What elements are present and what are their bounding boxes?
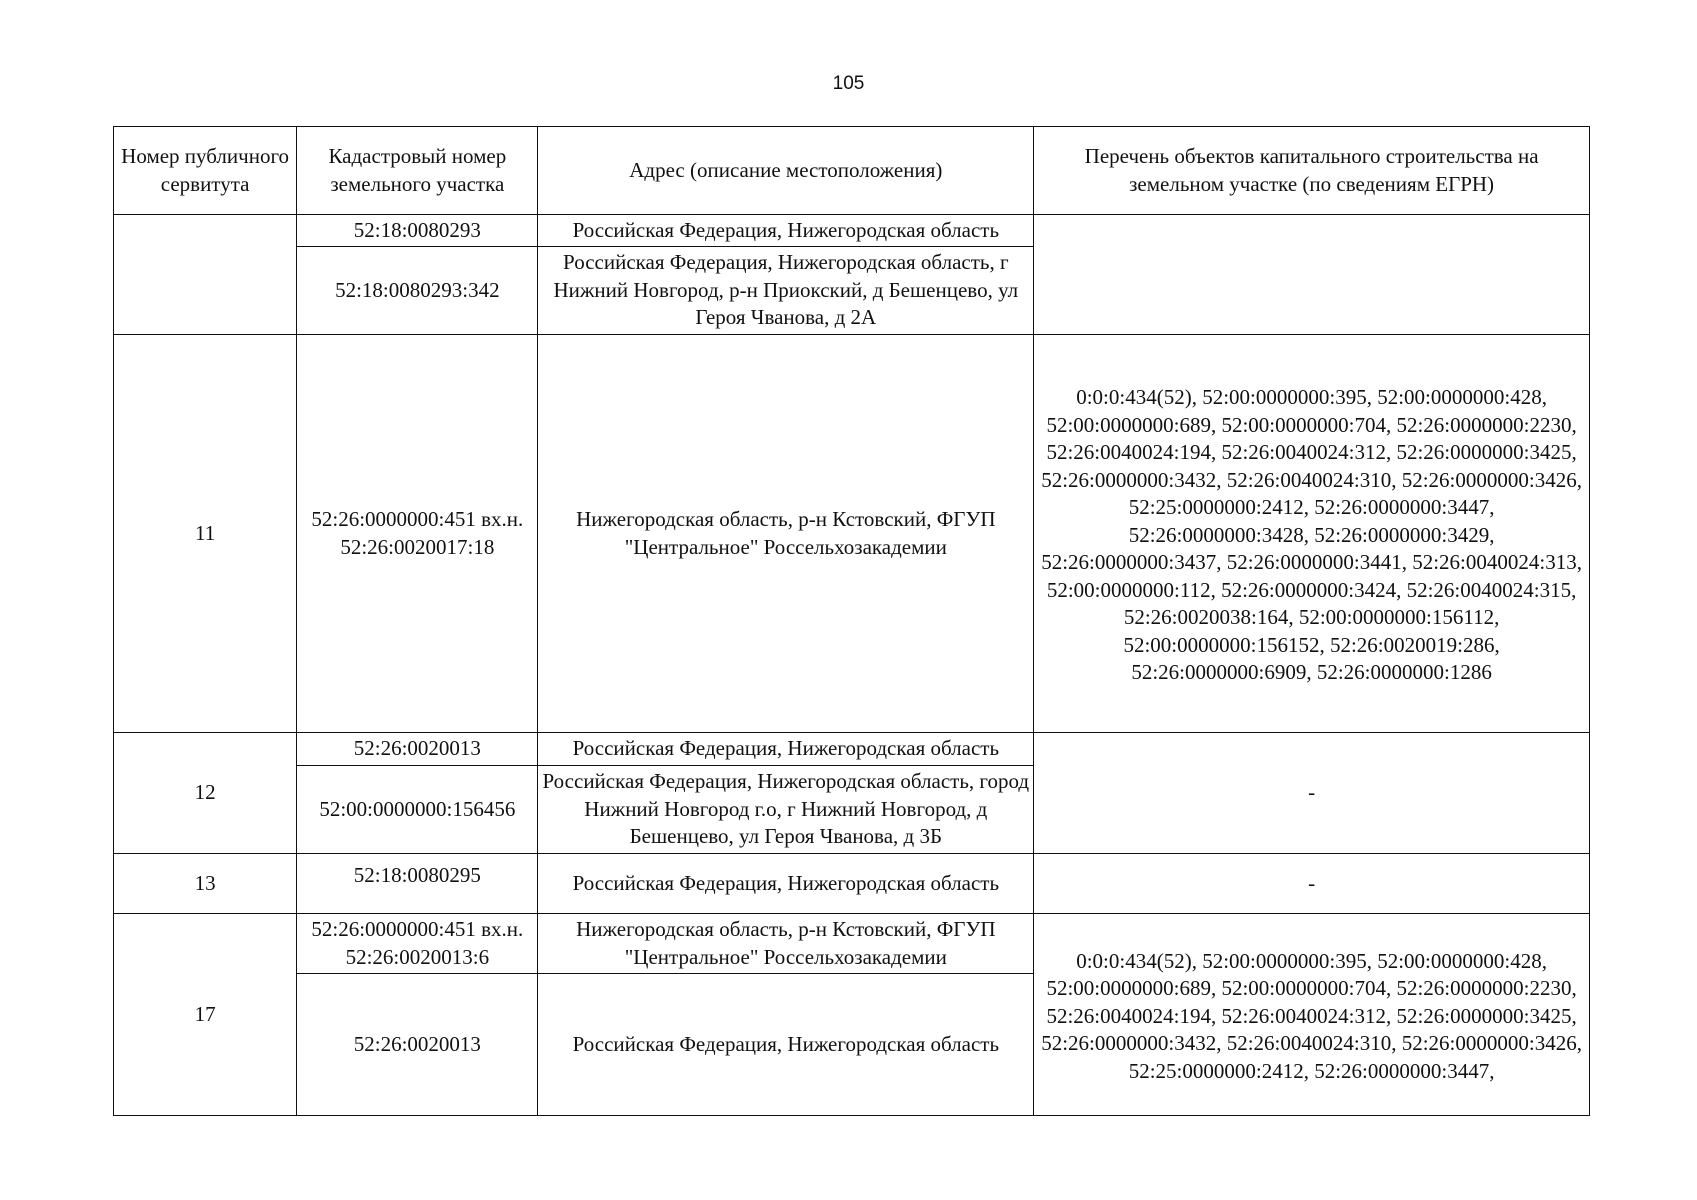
table-row bbox=[114, 215, 1590, 247]
header-objects-list: Перечень объектов капитального строительства на земельном участке (по сведениям ЕГРН) bbox=[1034, 127, 1590, 215]
cadastral-number-cell: 52:18:0080295 bbox=[297, 854, 538, 914]
objects-list-cell bbox=[1034, 215, 1590, 335]
servitude-number-cell bbox=[114, 215, 297, 335]
address-cell: Российская Федерация, Нижегородская область bbox=[538, 974, 1034, 1116]
header-servitude-number: Номер публичного сервитута bbox=[114, 127, 297, 215]
objects-list-cell: - bbox=[1034, 733, 1590, 854]
cadastral-number-cell: 52:26:0020013 bbox=[297, 733, 538, 766]
cadastral-number-cell: 52:18:0080293:342 bbox=[297, 247, 538, 335]
table-row bbox=[114, 854, 1590, 914]
table-row bbox=[114, 914, 1590, 974]
table-row bbox=[114, 335, 1590, 733]
header-address: Адрес (описание местоположения) bbox=[538, 127, 1034, 215]
address-cell: Российская Федерация, Нижегородская область bbox=[538, 854, 1034, 914]
objects-list-cell: 0:0:0:434(52), 52:00:0000000:395, 52:00:0000000:428, 52:00:0000000:689, 52:00:0000000:704, 52:26:0000000:2230, 52:26:0040024:194, 52:26:0040024:312, 52:26:0000000:3425, 52:26:0000000:3432, 52:26:0040024:310, 52:26:0000000:3426, 52:25:0000000:2412, 52:26:0000000:3447, 52:26:0000000:3428, 52:26:0000000:3429, 52:26:0000000:3437, 52:26:0000000:3441, 52:26:0040024:313, 52:00:0000000:112, 52:26:0000000:3424, 52:26:0040024:315, 52:26:0020038:164, 52:00:0000000:156112, 52:00:0000000:156152, 52:26:0020019:286, 52:26:0000000:6909, 52:26:0000000:1286 bbox=[1034, 335, 1590, 733]
address-cell: Нижегородская область, р-н Кстовский, ФГУП "Центральное" Россельхозакадемии bbox=[538, 914, 1034, 974]
address-cell: Нижегородская область, р-н Кстовский, ФГУП "Центральное" Россельхозакадемии bbox=[538, 335, 1034, 733]
cadastral-number-cell: 52:00:0000000:156456 bbox=[297, 766, 538, 854]
address-cell: Российская Федерация, Нижегородская область, г Нижний Новгород, р-н Приокский, д Бешенцево, ул Героя Чванова, д 2А bbox=[538, 247, 1034, 335]
objects-list-cell: 0:0:0:434(52), 52:00:0000000:395, 52:00:0000000:428, 52:00:0000000:689, 52:00:0000000:704, 52:26:0000000:2230, 52:26:0040024:194, 52:26:0040024:312, 52:26:0000000:3425, 52:26:0000000:3432, 52:26:0040024:310, 52:26:0000000:3426, 52:25:0000000:2412, 52:26:0000000:3447, bbox=[1034, 914, 1590, 1116]
objects-list-cell: - bbox=[1034, 854, 1590, 914]
cadastral-number-cell: 52:26:0000000:451 вх.н. 52:26:0020013:6 bbox=[297, 914, 538, 974]
cadastral-number-cell: 52:26:0020013 bbox=[297, 974, 538, 1116]
address-cell: Российская Федерация, Нижегородская область bbox=[538, 215, 1034, 247]
servitude-number-cell: 17 bbox=[114, 914, 297, 1116]
table-row bbox=[114, 733, 1590, 766]
servitude-number-cell: 11 bbox=[114, 335, 297, 733]
servitude-number-cell: 13 bbox=[114, 854, 297, 914]
cadastral-number-cell: 52:18:0080293 bbox=[297, 215, 538, 247]
servitude-number-cell: 12 bbox=[114, 733, 297, 854]
servitude-table bbox=[113, 126, 1590, 1116]
page-number: 105 bbox=[832, 73, 865, 94]
header-row bbox=[114, 127, 1590, 215]
cadastral-number-cell: 52:26:0000000:451 вх.н. 52:26:0020017:18 bbox=[297, 335, 538, 733]
address-cell: Российская Федерация, Нижегородская область bbox=[538, 733, 1034, 766]
address-cell: Российская Федерация, Нижегородская область, город Нижний Новгород г.о, г Нижний Новгород, д Бешенцево, ул Героя Чванова, д 3Б bbox=[538, 766, 1034, 854]
header-cadastral-number: Кадастровый номер земельного участка bbox=[297, 127, 538, 215]
